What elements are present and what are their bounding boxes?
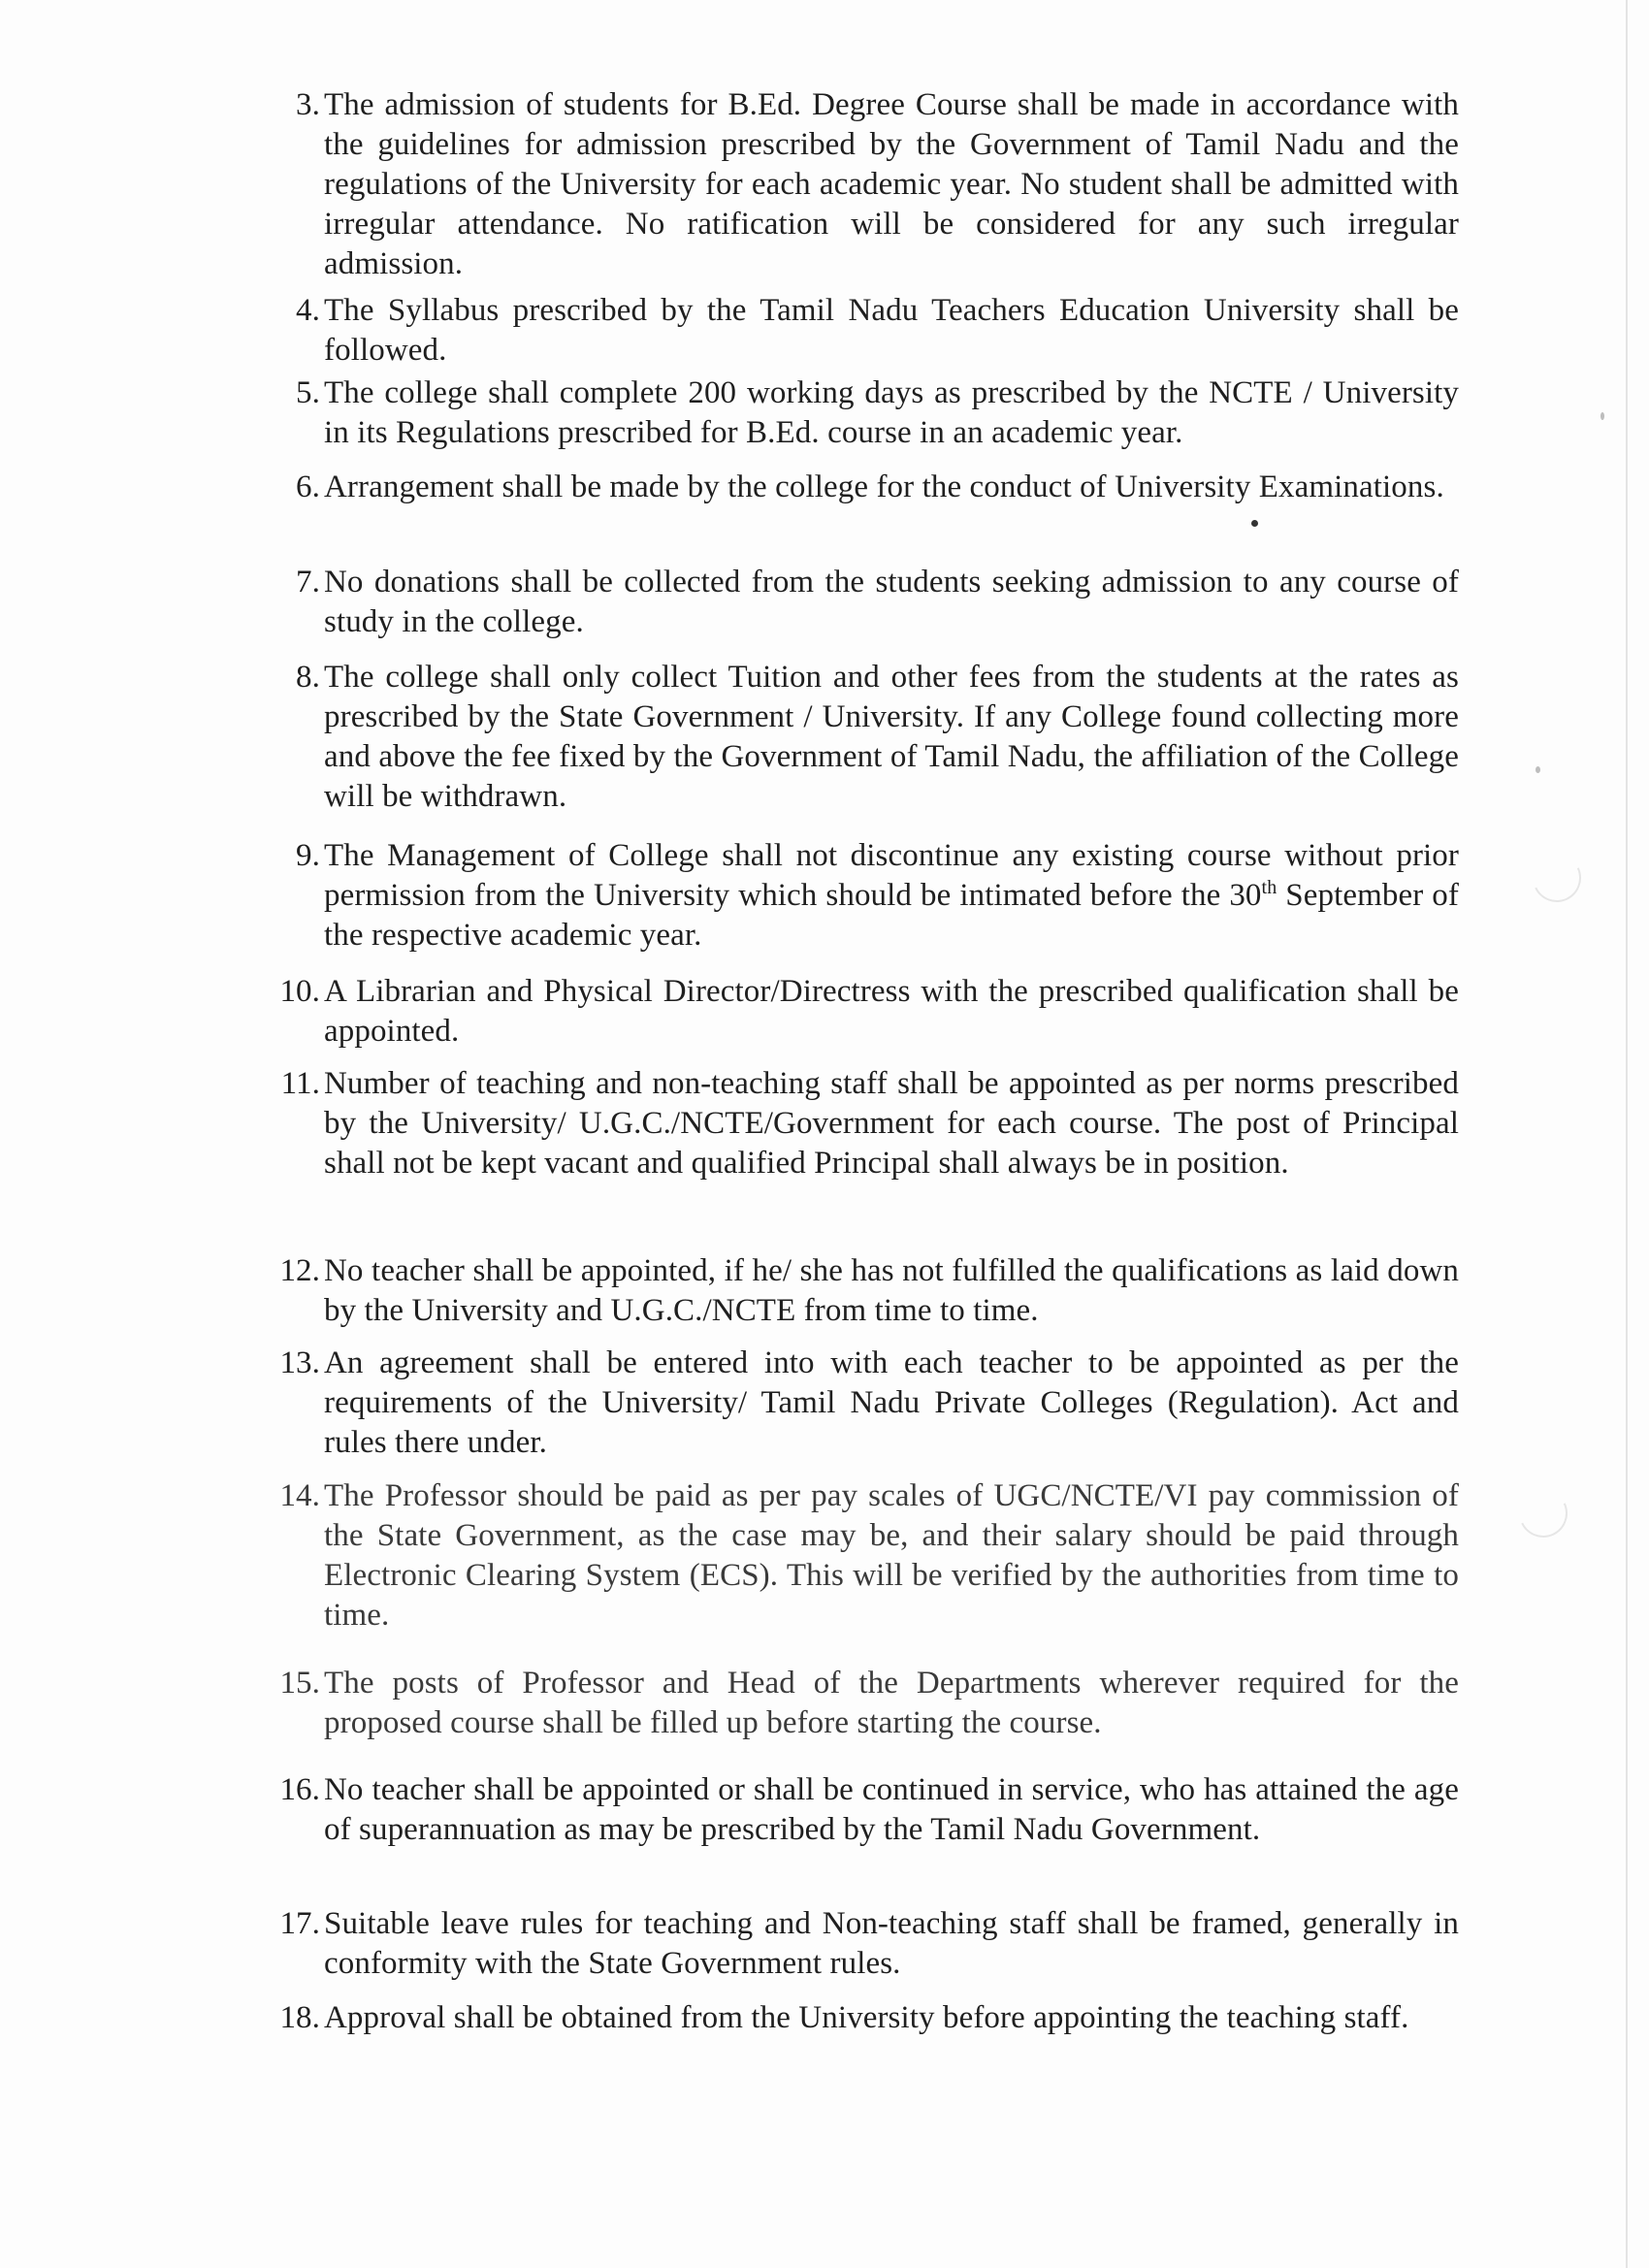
item-text: The Professor should be paid as per pay scales of UGC/NCTE/VI pay commission of the State Government, as the case may be, and their salary should be paid through Electronic Clearing System (ECS). This will be verified by the authorities from time to time. <box>324 1478 1459 1633</box>
condition-item-18 <box>260 1998 1459 2038</box>
item-number: 17. <box>279 1906 320 1941</box>
ordinal-suffix: th <box>1261 877 1277 898</box>
condition-item-12 <box>260 1251 1459 1331</box>
condition-item-15 <box>260 1664 1459 1743</box>
condition-item-10 <box>260 972 1459 1052</box>
item-text: The admission of students for B.Ed. Degree Course shall be made in accordance with the guidelines for admission prescribed by the Government of Tamil Nadu and the regulations of the University for each academic year. No student shall be admitted with irregular attendance. No ratification will be considered for any such irregular admission. <box>324 87 1459 281</box>
item-text: No teacher shall be appointed or shall be continued in service, who has attained the age of superannuation as may be prescribed by the Tamil Nadu Government. <box>324 1772 1459 1847</box>
item-text-main: The Management of College shall not discontinue any existing course without prior permission from the University which should be intimated before the 30 <box>324 838 1459 913</box>
item-number: 7. <box>296 565 320 599</box>
condition-item-16 <box>260 1770 1459 1850</box>
item-number: 18. <box>279 2000 320 2035</box>
item-text: The college shall complete 200 working days as prescribed by the NCTE / University in its Regulations prescribed for B.Ed. course in an academic year. <box>324 375 1459 450</box>
item-text: No teacher shall be appointed, if he/ she has not fulfilled the qualifications as laid down by the University and U.G.C./NCTE from time to time. <box>324 1253 1459 1328</box>
condition-item-8 <box>260 658 1459 817</box>
item-number: 4. <box>296 293 320 328</box>
scan-speck <box>1536 766 1540 773</box>
item-text <box>324 836 1459 956</box>
condition-item-5 <box>260 373 1459 453</box>
item-text: Suitable leave rules for teaching and Non-teaching staff shall be framed, generally in conformity with the State Government rules. <box>324 1906 1459 1981</box>
item-number: 9. <box>296 838 320 873</box>
item-text: Arrangement shall be made by the college for the conduct of University Examinations. <box>324 470 1444 504</box>
condition-item-7 <box>260 563 1459 642</box>
item-number: 12. <box>279 1253 320 1288</box>
scan-speck <box>1600 412 1604 420</box>
punch-hole-mark <box>1512 1482 1574 1544</box>
condition-item-17 <box>260 1904 1459 1984</box>
item-number: 16. <box>279 1772 320 1807</box>
condition-item-9 <box>260 836 1459 956</box>
item-number: 13. <box>279 1345 320 1380</box>
item-number: 11. <box>280 1066 320 1101</box>
condition-item-13 <box>260 1344 1459 1463</box>
item-number: 5. <box>296 375 320 410</box>
item-number: 10. <box>279 974 320 1009</box>
item-text: Approval shall be obtained from the University before appointing the teaching staff. <box>324 2000 1409 2035</box>
item-text: The college shall only collect Tuition and other fees from the students at the rates as prescribed by the State Government / University. If any College found collecting more and above the fee fixed by the Government of Tamil Nadu, the affiliation of the College will be withdrawn. <box>324 660 1459 814</box>
item-text: A Librarian and Physical Director/Directress with the prescribed qualification shall be appointed. <box>324 974 1459 1049</box>
condition-item-3 <box>260 85 1459 284</box>
scan-edge <box>1626 0 1628 2268</box>
item-number: 15. <box>279 1666 320 1701</box>
item-text: Number of teaching and non-teaching staff shall be appointed as per norms prescribed by the University/ U.G.C./NCTE/Government for each course. The post of Principal shall not be kept vacant and qualified Principal shall always be in position. <box>324 1066 1459 1181</box>
item-number: 3. <box>296 87 320 122</box>
item-number: 8. <box>296 660 320 695</box>
punch-hole-mark <box>1526 847 1588 909</box>
condition-item-11 <box>260 1064 1459 1183</box>
scan-speck <box>1251 520 1258 527</box>
item-text-tail: September of the respective academic year. <box>324 878 1459 953</box>
condition-item-6 <box>260 468 1459 507</box>
item-text: The Syllabus prescribed by the Tamil Nadu Teachers Education University shall be followed. <box>324 293 1459 368</box>
item-number: 14. <box>279 1478 320 1513</box>
item-text: An agreement shall be entered into with each teacher to be appointed as per the requirements of the University/ Tamil Nadu Private Colleges (Regulation). Act and rules there under. <box>324 1345 1459 1460</box>
condition-item-14 <box>260 1476 1459 1636</box>
item-text: No donations shall be collected from the students seeking admission to any course of study in the college. <box>324 565 1459 639</box>
item-text: The posts of Professor and Head of the Departments wherever required for the proposed course shall be filled up before starting the course. <box>324 1666 1459 1740</box>
condition-item-4 <box>260 291 1459 371</box>
item-number: 6. <box>296 470 320 504</box>
